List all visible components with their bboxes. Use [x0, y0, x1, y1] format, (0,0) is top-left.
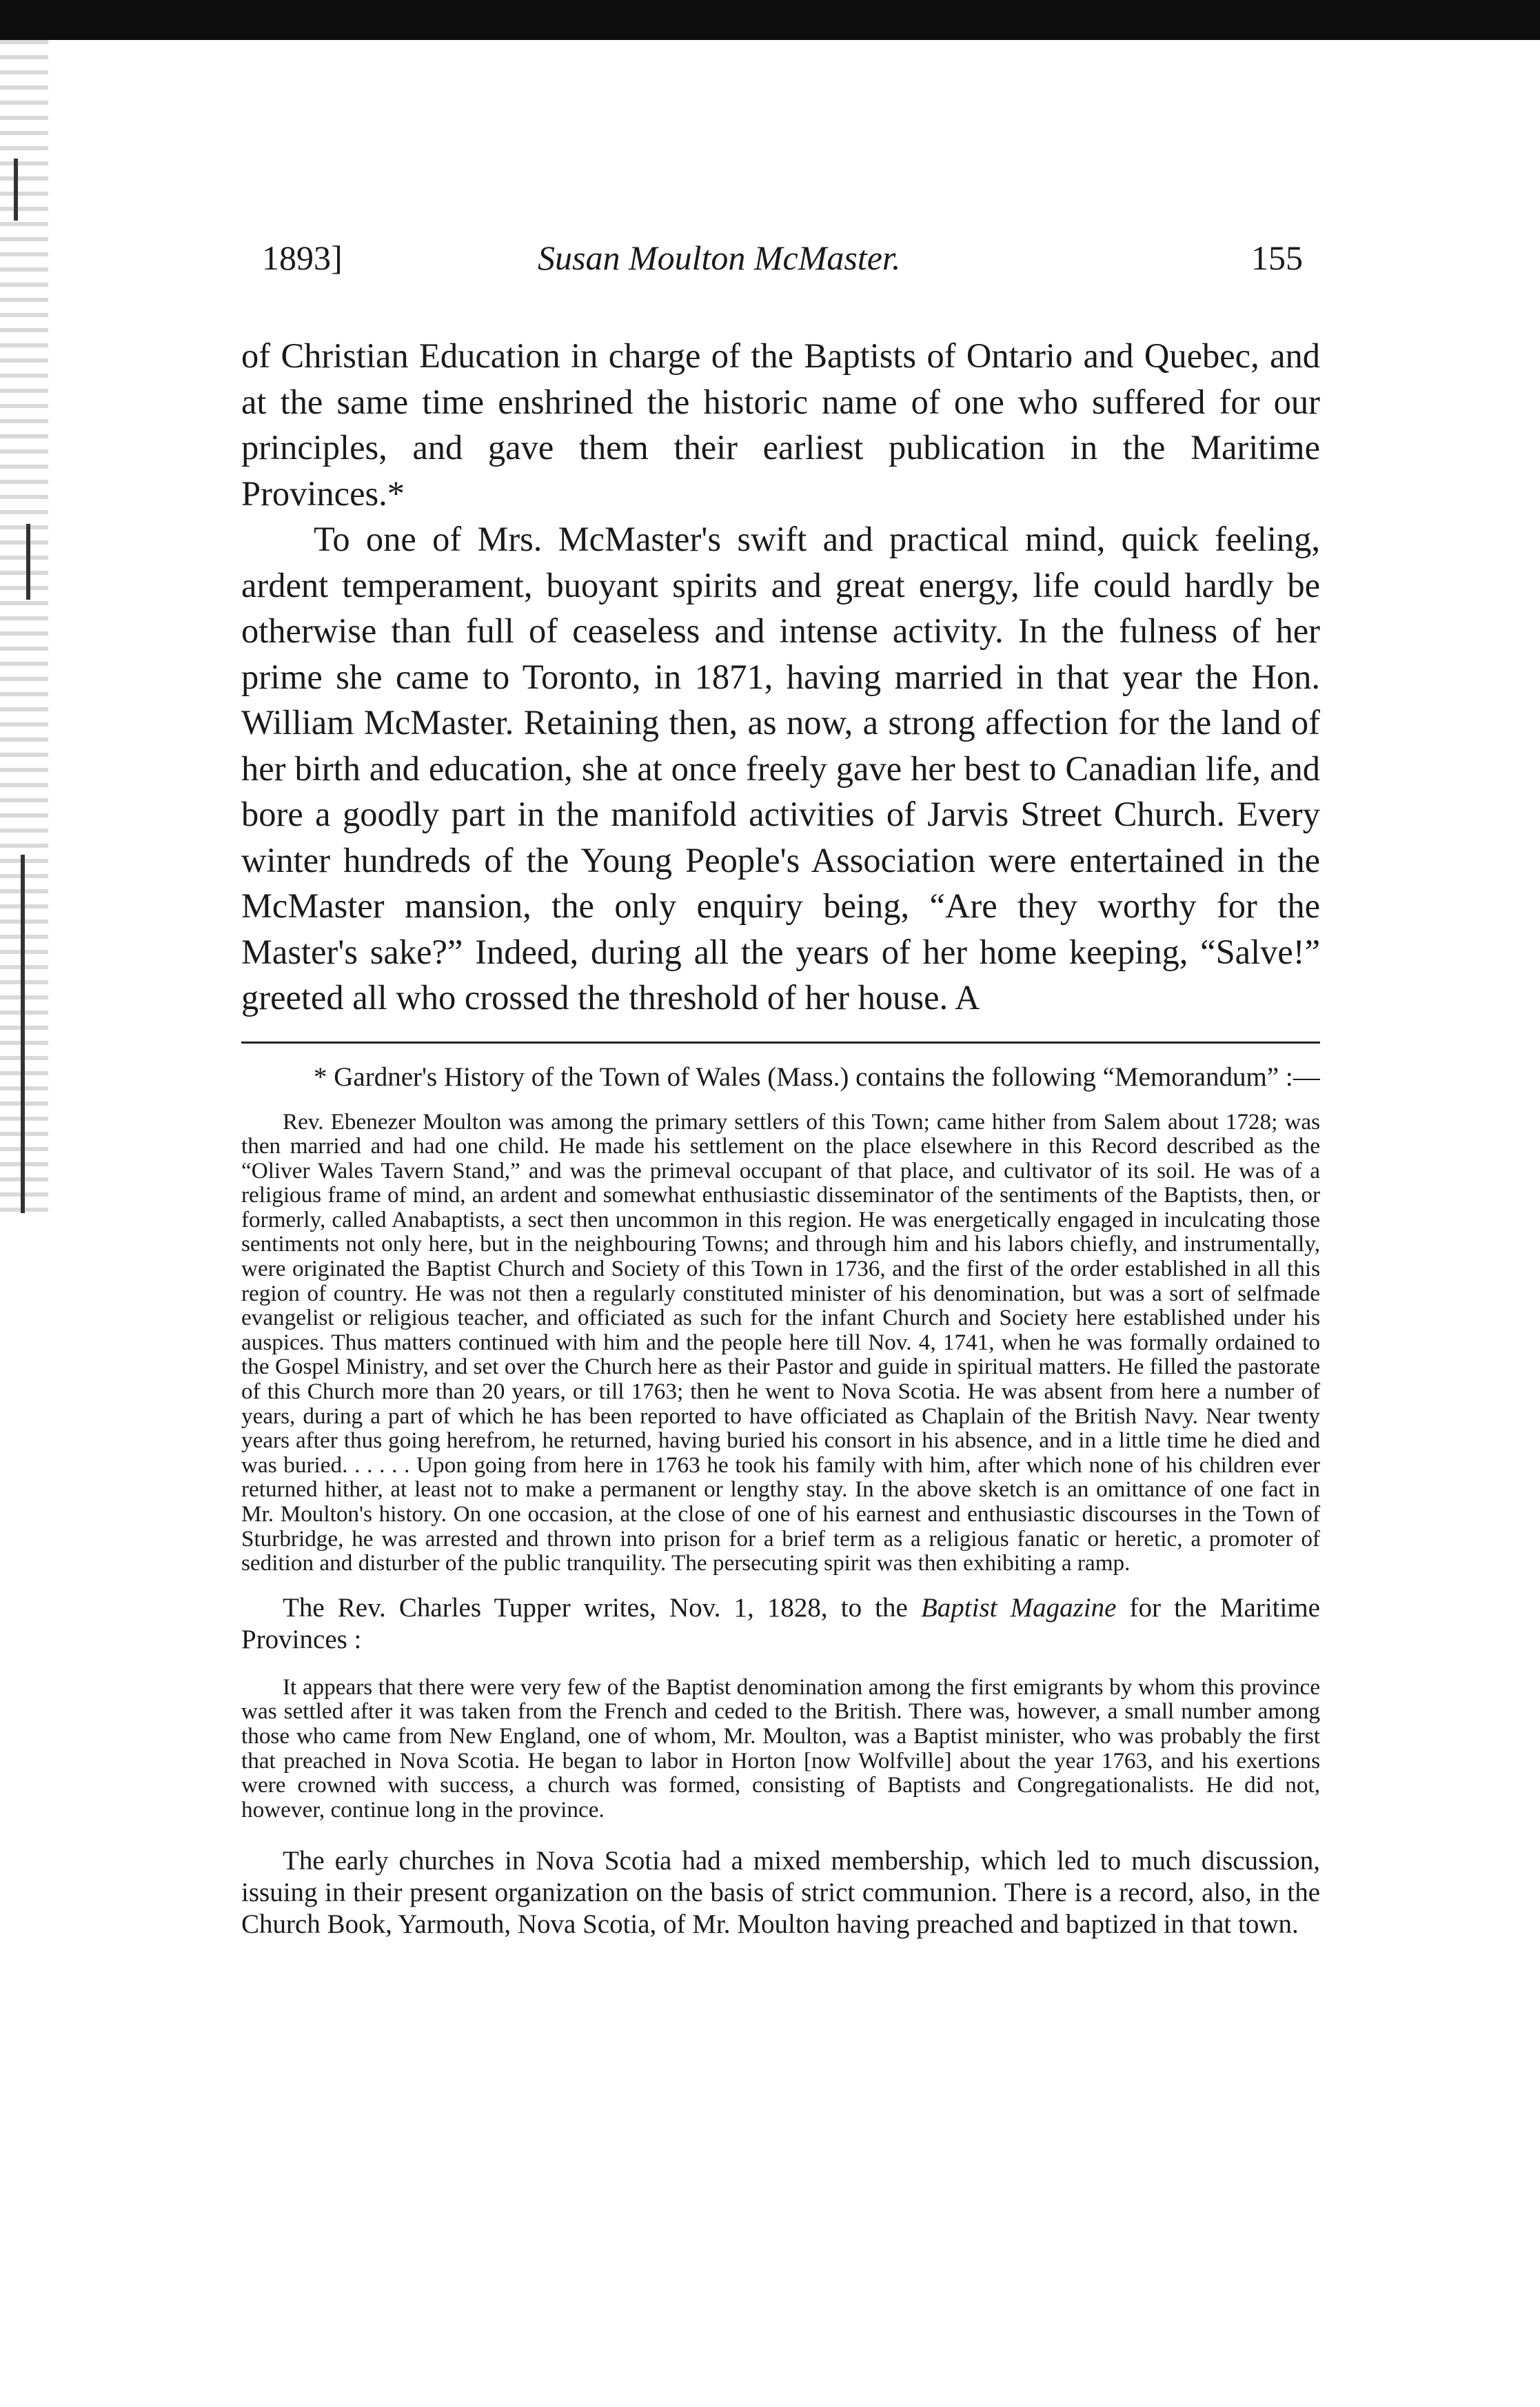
tupper-text-before: The Rev. Charles Tupper writes, Nov. 1, 1828, to the	[283, 1592, 921, 1623]
footnote-lead: * Gardner's History of the Town of Wales (Mass.) contains the following “Memorandum” :—	[314, 1062, 1320, 1092]
main-text	[241, 333, 1320, 1021]
running-head-title: Susan Moulton McMaster.	[538, 238, 901, 277]
footnote-memorandum: Rev. Ebenezer Moulton was among the primary settlers of this Town; came hither from Salem about 1728; was then married and had one child. He made his settlement on the place elsewhere in this Record described as the “Oliver Wales Tavern Stand,” and was the primeval occupant of that place, and cultivator of its soil. He was of a religious frame of mind, an ardent and somewhat enthusiastic disseminator of the sentiments of the Baptists, then, or formerly, called Anabaptists, a sect then uncommon in this region. He was energetically engaged in inculcating those sentiments not only here, but in the neighbouring Towns; and through him and his labors chiefly, and instrumentally, were originated the Baptist Church and Society of this Town in 1736, and the first of the order established in all this region of country. He was not then a regularly constituted minister of his denomination, but was a sort of selfmade evangelist or religious teacher, and officiated as such for the infant Church and Society here established under his auspices. Thus matters continued with him and the people here till Nov. 4, 1741, when he was formally ordained to the Gospel Ministry, and set over the Church here as their Pastor and guide in spiritual matters. He filled the pastorate of this Church more than 20 years, or till 1763; then he went to Nova Scotia. He was absent from here a number of years, during a part of which he has been reported to have officiated as Chaplain of the British Navy. Near twenty years after thus going herefrom, he returned, having buried his consort in his absence, and in a little time he died and was buried. . . . . . Upon going from here in 1763 he took his family with him, after which none of his children ever returned hither, at least not to make a permanent or lengthy stay. In the above sketch is an omittance of one fact in Mr. Moulton's history. On one occasion, at the close of one of his earnest and enthusiastic discourses in the Town of Sturbridge, he was arrested and thrown into prison for a brief term as a religious fanatic or heretic, a promoter of sedition and disturber of the public tranquility. The persecuting spirit was then exhibiting a ramp.	[241, 1108, 1320, 1576]
footnote-rule	[241, 1042, 1320, 1044]
binding-mark	[21, 855, 25, 1213]
tupper-text-after: for the Maritime Provinces :	[241, 1592, 1320, 1654]
running-head	[241, 238, 1320, 293]
book-page	[241, 238, 1320, 1940]
binding-mark	[26, 524, 30, 600]
footnote-closing-paragraph: The early churches in Nova Scotia had a mixed membership, which led to much discussion, issuing in their present organization on the basis of strict communion. There is a record, also, in the Church Book, Yarmouth, Nova Scotia, of Mr. Moulton having preached and baptized in that town.	[241, 1846, 1320, 1940]
paragraph-continued: of Christian Education in charge of the Baptists of Ontario and Quebec, and at the same time enshrined the historic name of one who suffered for our principles, and gave them their earliest publication in the Maritime Provinces.*	[241, 336, 1320, 513]
binding-mark	[14, 159, 18, 221]
footnote-tupper-intro	[241, 1592, 1320, 1656]
scan-top-border	[0, 0, 1540, 40]
page-number: 155	[1251, 238, 1303, 277]
footnote-tupper-quote: It appears that there were very few of the Baptist denomination among the first emigrants by whom this province was settled after it was taken from the French and ceded to the British. There was, however, a small number among those who came from New England, one of whom, Mr. Moulton, was a Baptist minister, who was probably the first that preached in Nova Scotia. He began to labor in Horton [now Wolfville] about the year 1763, and his exertions were crowned with success, a church was formed, consisting of Baptists and Congregationalists. He did not, however, continue long in the province.	[241, 1674, 1320, 1822]
tupper-magazine-title: Baptist Magazine	[920, 1592, 1117, 1623]
running-head-year: 1893]	[262, 238, 343, 277]
paragraph-mcmaster-character: To one of Mrs. McMaster's swift and practical mind, quick feeling, ardent temperament, buoyant spirits and great energy, life could hardly be otherwise than full of ceaseless and intense activity. In the fulness of her prime she came to Toronto, in 1871, having married in that year the Hon. William McMaster. Retaining then, as now, a strong affection for the land of her birth and education, she at once freely gave her best to Canadian life, and bore a goodly part in the manifold activities of Jarvis Street Church. Every winter hundreds of the Young People's Association were entertained in the McMaster mansion, the only enquiry being, “Are they worthy for the Master's sake?” Indeed, during all the years of her home keeping, “Salve!” greeted all who crossed the threshold of her house. A	[241, 520, 1320, 1017]
footnote	[241, 1062, 1320, 1941]
